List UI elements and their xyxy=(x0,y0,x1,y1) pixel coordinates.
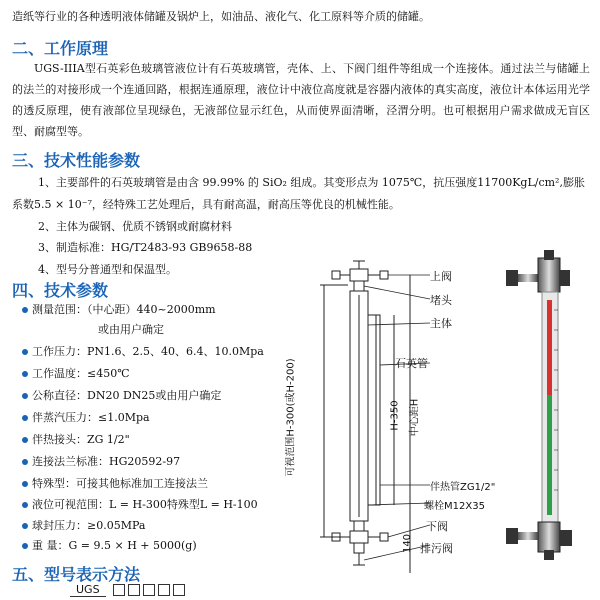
tech-item-3: 3、制造标准：HG/T2483-93 GB9658-88 xyxy=(38,241,253,254)
intro-text: 造纸等行业的各种透明液体储罐及锅炉上，如油品、液化气、化工原料等介质的储罐。 xyxy=(12,10,430,23)
bullet-icon xyxy=(22,371,28,377)
section-heading-working-principle: 二、工作原理 xyxy=(12,39,109,58)
tech-item-1: 1、主要部件的石英玻璃管是由含 99.99% 的 SiO₂ 组成。其变形点为 1075℃，抗压强度11700KgL/cm²,膨胀 xyxy=(38,176,585,189)
spec-special-type: 特殊型：可接其他标准加工连接法兰 xyxy=(22,476,208,492)
working-principle-paragraph: UGS-IIIA型石英彩色玻璃管液位计有石英玻璃管，壳体、上、下阀门组件等组成一个连接体。通过法兰与储罐上的法兰的对接形成一个连通回路，根据连通原理，液位计中液位高度就是容器内液体的真实高度，液位计本体运用光学的透反原理，使有液部位呈现绿色，无液部位显示红色，从而使界面清晰，泾渭分明。也可根据用户需求做成无盲区型、耐腐型等。 xyxy=(12,62,590,138)
model-notation-row xyxy=(70,583,188,596)
bullet-icon xyxy=(22,543,28,549)
level-gauge-product-image xyxy=(498,250,588,560)
bullet-icon xyxy=(22,437,28,443)
label-upper-valve: 上阀 xyxy=(430,270,452,283)
tech-item-1-cont: 系数5.5 × 10⁻⁷，经特殊工艺处理后，具有耐高温，耐高压等优良的机械性能。 xyxy=(12,198,400,211)
liquid-red-section xyxy=(547,300,552,395)
bullet-icon xyxy=(22,481,28,487)
bullet-icon xyxy=(22,523,28,529)
spec-heat-joint: 伴热接头：ZG 1/2" xyxy=(22,432,130,448)
section-heading-tech-performance: 三、技术性能参数 xyxy=(12,151,141,170)
label-center-distance: 中心距H xyxy=(409,398,421,437)
bullet-icon xyxy=(22,307,28,313)
model-code-boxes xyxy=(113,583,188,596)
bullet-icon xyxy=(22,349,28,355)
label-drain-valve: 排污阀 xyxy=(420,542,453,555)
label-main-body: 主体 xyxy=(430,317,452,330)
label-visible-range: 可视范围H-300(或H-200) xyxy=(285,358,297,477)
model-prefix: UGS xyxy=(70,583,106,597)
spec-working-pressure: 工作压力：PN1.6、2.5、40、6.4、10.0Mpa xyxy=(22,344,264,360)
tech-item-2: 2、主体为碳钢、优质不锈钢或耐腐材料 xyxy=(38,220,232,233)
spec-ball-seal-pressure: 球封压力：≥0.05MPa xyxy=(22,518,145,534)
spec-flange-standard: 连接法兰标准：HG20592-97 xyxy=(22,454,180,470)
section-heading-tech-params: 四、技术参数 xyxy=(12,281,109,300)
label-h-minus-350: H-350 xyxy=(389,400,401,431)
bullet-icon xyxy=(22,502,28,508)
label-lower-valve: 下阀 xyxy=(426,520,448,533)
label-heat-tube: 伴热管ZG1/2" xyxy=(430,482,496,493)
label-bolt: 螺栓M12X35 xyxy=(424,501,485,512)
label-dim-140: 140 xyxy=(402,533,414,554)
label-quartz-tube: 石英管 xyxy=(395,357,428,370)
spec-steam-pressure: 伴蒸汽压力：≤1.0Mpa xyxy=(22,410,150,426)
bullet-icon xyxy=(22,459,28,465)
label-plug: 堵头 xyxy=(430,294,452,307)
spec-visible-range: 液位可视范围：L = H-300特殊型L = H-100 xyxy=(22,497,258,513)
spec-weight: 重 量：G = 9.5 × H + 5000(g) xyxy=(22,538,197,554)
section-heading-model-notation: 五、型号表示方法 xyxy=(12,565,141,584)
tech-item-4: 4、型号分普通型和保温型。 xyxy=(38,263,177,276)
liquid-green-section xyxy=(547,395,552,515)
spec-measure-range: 测量范围：（中心距）440~2000mm xyxy=(22,302,216,318)
spec-working-temp: 工作温度：≤450℃ xyxy=(22,366,130,382)
spec-nominal-diameter: 公称直径：DN20 DN25或由用户确定 xyxy=(22,388,221,404)
spec-measure-range-note: 或由用户确定 xyxy=(98,323,164,336)
bullet-icon xyxy=(22,393,28,399)
bullet-icon xyxy=(22,415,28,421)
